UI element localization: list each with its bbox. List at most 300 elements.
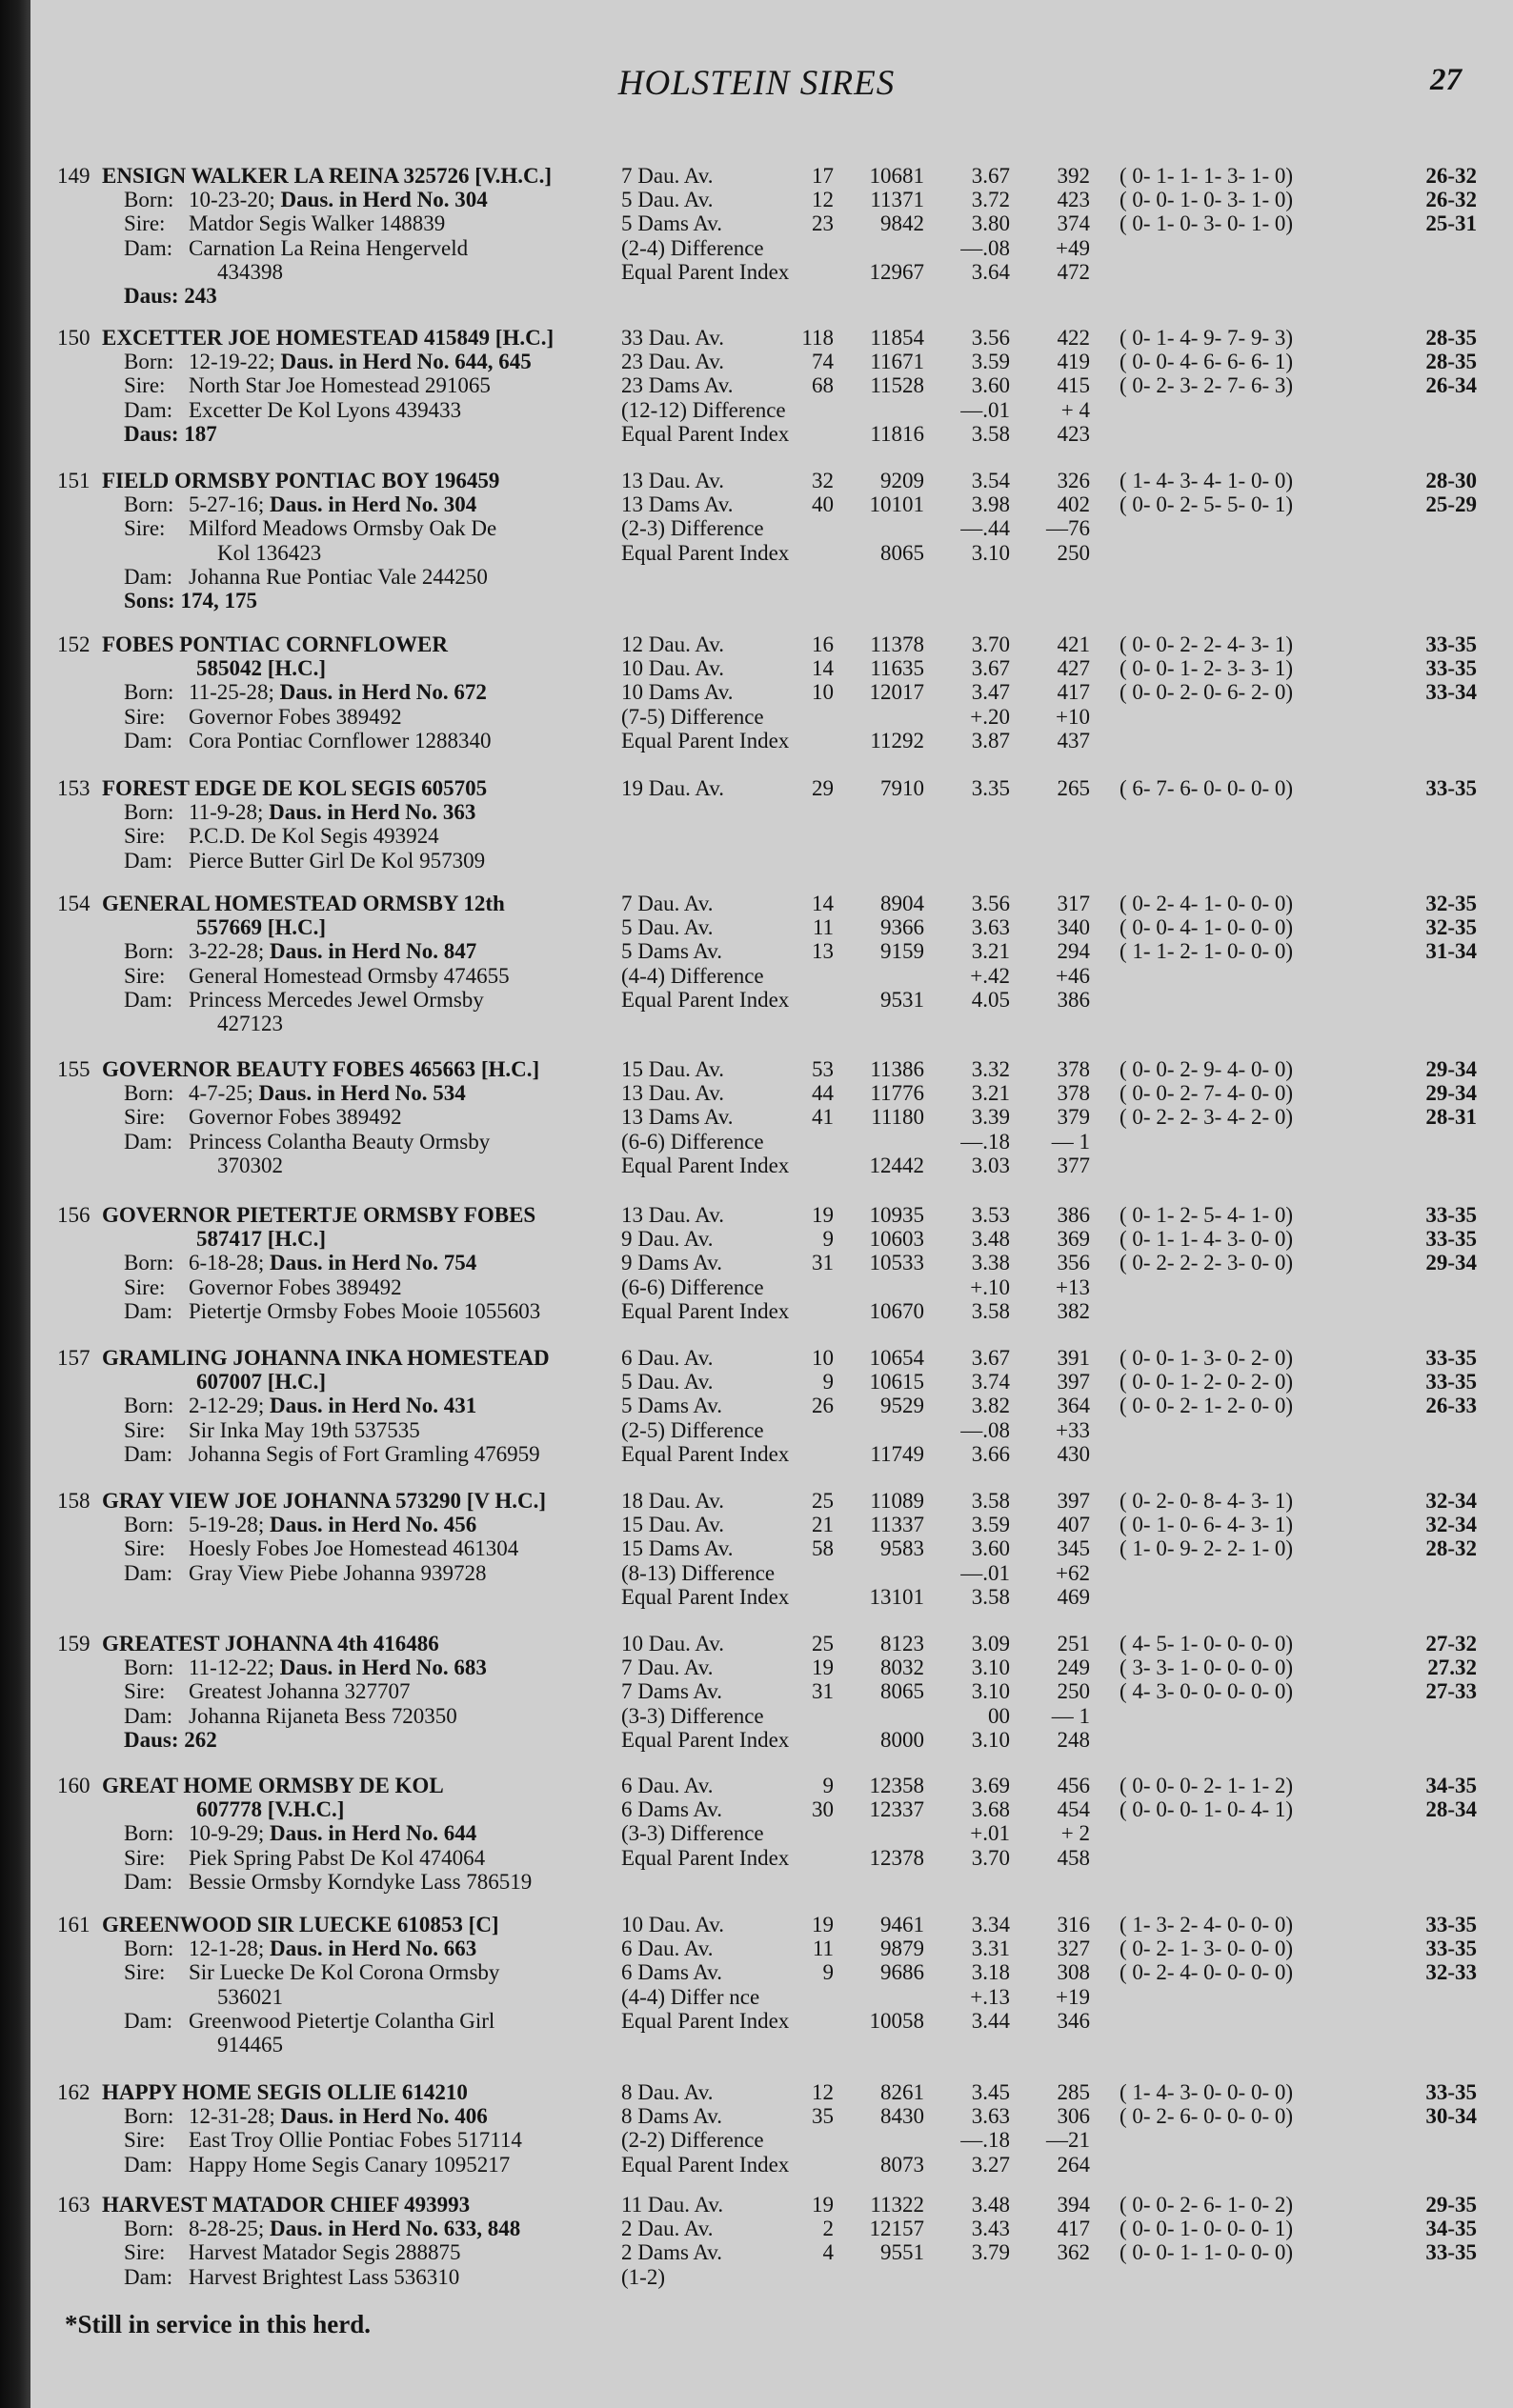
record-count: 74 <box>812 350 834 374</box>
record-label: 19 Dau. Av. <box>621 776 724 800</box>
dam-line <box>217 1154 619 1178</box>
record-count <box>781 541 834 566</box>
sire-line <box>124 1275 619 1300</box>
sire-name-line <box>196 1370 619 1395</box>
age-range: 30-34 <box>1425 2104 1477 2129</box>
record-label: Equal Parent Index <box>621 1153 790 1177</box>
sire-name-text: GOVERNOR PIETERTJE ORMSBY FOBES <box>102 1203 536 1227</box>
dam-text: Happy Home Segis Canary 1095217 <box>189 2152 511 2177</box>
age-range <box>1391 2009 1477 2034</box>
record-label: 18 Dau. Av. <box>621 1489 724 1513</box>
distribution: ( 0- 0- 0- 1- 0- 4- 1) <box>1120 1797 1294 1822</box>
record-label: 10 Dau. Av. <box>621 1913 724 1936</box>
sire-line <box>124 2128 619 2153</box>
dam-line <box>124 1299 619 1324</box>
age-range: 26-32 <box>1425 188 1477 212</box>
distribution <box>1120 516 1386 541</box>
herd-numbers: Daus. in Herd No. 456 <box>269 1513 477 1537</box>
record-label: (2-4) Difference <box>621 235 764 260</box>
herd-numbers: Daus. in Herd No. 304 <box>269 492 477 517</box>
milk-value <box>838 1275 924 1300</box>
sire-name-text: GRAY VIEW JOE JOHANNA 573290 [V H.C.] <box>102 1489 547 1513</box>
entry-number: 163 <box>57 2193 91 2217</box>
entry-number: 151 <box>57 469 91 492</box>
age-range <box>1391 516 1477 541</box>
fat-value: 369 <box>1057 1227 1090 1252</box>
fat-value: 377 <box>1057 1153 1090 1177</box>
milk-value: 8073 <box>880 2152 924 2177</box>
record-label: 5 Dams Av. <box>621 211 723 236</box>
milk-value: 10615 <box>869 1370 924 1395</box>
entry-number: 156 <box>57 1203 91 1227</box>
sire-text: North Star Joe Homestead 291065 <box>189 373 491 398</box>
record-count: 11 <box>812 1936 834 1961</box>
age-range: 26-33 <box>1425 1394 1477 1418</box>
test-value: 3.87 <box>971 728 1010 752</box>
record-count: 19 <box>812 2193 834 2217</box>
born-date: 5-27-16; <box>189 492 265 517</box>
milk-value: 11378 <box>870 632 924 656</box>
offspring-value: 243 <box>184 284 217 308</box>
sire-name-text: GREATEST JOHANNA 4th 416486 <box>102 1632 439 1656</box>
fat-value: 265 <box>1057 776 1090 800</box>
born-line <box>124 188 619 212</box>
herd-numbers: Daus. in Herd No. 672 <box>279 680 487 705</box>
sire-label: Sire: <box>124 1845 166 1870</box>
dam-text: 434398 <box>217 259 283 284</box>
born-line <box>124 1656 619 1680</box>
fat-value: 249 <box>1057 1656 1090 1680</box>
entry-number: 149 <box>57 164 91 188</box>
age-range <box>1391 1154 1477 1178</box>
sire-name-text: 607778 [V.H.C.] <box>196 1797 345 1822</box>
record-count <box>781 1130 834 1154</box>
record-count: 9 <box>822 1960 834 1985</box>
age-range: 27-33 <box>1425 1679 1477 1704</box>
distribution: ( 1- 4- 3- 0- 0- 0- 0) <box>1120 2080 1294 2104</box>
sire-name-line <box>57 1489 619 1514</box>
sire-name-line <box>57 469 619 493</box>
fat-value: +13 <box>1056 1274 1090 1299</box>
record-count: 9 <box>822 1227 834 1252</box>
milk-value: 10681 <box>869 164 924 188</box>
sire-label: Sire: <box>124 516 166 541</box>
age-range <box>1391 2128 1477 2153</box>
record-count <box>781 2009 834 2034</box>
age-range <box>1391 1585 1477 1610</box>
record-label: Equal Parent Index <box>621 1727 790 1752</box>
fat-value: 423 <box>1057 421 1090 446</box>
record-count <box>781 705 834 730</box>
milk-value: 8065 <box>880 540 924 565</box>
test-value: 3.60 <box>971 1536 1010 1561</box>
fat-value: 362 <box>1057 2240 1090 2265</box>
milk-value: 10101 <box>869 492 924 517</box>
distribution: ( 0- 0- 2- 7- 4- 0- 0) <box>1120 1081 1294 1106</box>
record-count <box>781 1821 834 1846</box>
born-label: Born: <box>124 1081 174 1106</box>
record-label: (4-4) Differ nce <box>621 1984 760 2009</box>
distribution: ( 0- 2- 2- 3- 4- 2- 0) <box>1120 1105 1294 1130</box>
age-range: 28-32 <box>1425 1536 1477 1561</box>
fat-value: 382 <box>1057 1298 1090 1323</box>
milk-value: 8430 <box>880 2104 924 2129</box>
offspring-line <box>124 1728 619 1753</box>
entry-number: 152 <box>57 632 91 656</box>
milk-value: 11322 <box>870 2193 924 2217</box>
milk-value <box>838 2265 924 2290</box>
dam-text: 427123 <box>217 1012 283 1035</box>
born-line <box>124 1081 619 1106</box>
sire-label: Sire: <box>124 211 166 236</box>
age-range <box>1391 988 1477 1013</box>
sire-label: Sire: <box>124 1536 166 1561</box>
sire-line <box>124 211 619 236</box>
test-value: 3.58 <box>971 1584 1010 1609</box>
sire-name-text: GOVERNOR BEAUTY FOBES 465663 [H.C.] <box>102 1057 540 1081</box>
born-label: Born: <box>124 492 174 517</box>
test-value: 3.45 <box>971 2080 1010 2104</box>
record-count <box>781 1299 834 1324</box>
born-line <box>124 2104 619 2129</box>
record-count <box>781 2128 834 2153</box>
test-value: +.42 <box>970 963 1010 988</box>
test-value: 3.98 <box>971 492 1010 517</box>
dam-label: Dam: <box>124 1560 173 1585</box>
age-range: 33-35 <box>1425 656 1477 681</box>
sire-label: Sire: <box>124 1274 166 1299</box>
sire-name-text: ENSIGN WALKER LA REINA 325726 [V.H.C.] <box>102 164 553 188</box>
sire-name-line <box>57 326 619 351</box>
milk-value <box>838 1130 924 1154</box>
record-label: 6 Dams Av. <box>621 1960 723 1985</box>
entry-number: 162 <box>57 2080 91 2104</box>
distribution: ( 0- 2- 4- 0- 0- 0- 0) <box>1120 1960 1294 1985</box>
sire-text: P.C.D. De Kol Segis 493924 <box>189 824 439 849</box>
record-count: 14 <box>812 656 834 681</box>
distribution <box>1120 1704 1386 1729</box>
fat-value: —21 <box>1046 2128 1090 2153</box>
dam-label: Dam: <box>124 1441 173 1466</box>
herd-numbers: Daus. in Herd No. 633, 848 <box>269 2217 521 2241</box>
milk-value: 9686 <box>880 1960 924 1985</box>
milk-value: 10670 <box>869 1298 924 1323</box>
milk-value: 9531 <box>880 987 924 1012</box>
record-count <box>781 1704 834 1729</box>
dam-label: Dam: <box>124 397 173 422</box>
record-count: 53 <box>812 1057 834 1081</box>
test-value: +.01 <box>970 1821 1010 1846</box>
record-count: 19 <box>812 1203 834 1227</box>
dam-line <box>124 729 619 753</box>
test-value: 3.63 <box>971 915 1010 940</box>
test-value: 3.10 <box>971 1679 1010 1704</box>
sire-name-text: 557669 [H.C.] <box>196 915 327 940</box>
record-label: 9 Dau. Av. <box>621 1227 714 1252</box>
age-range <box>1391 729 1477 753</box>
test-value: 3.38 <box>971 1251 1010 1275</box>
test-value: 3.68 <box>971 1797 1010 1822</box>
distribution: ( 0- 0- 2- 0- 6- 2- 0) <box>1120 680 1294 705</box>
test-value: 3.58 <box>971 1298 1010 1323</box>
record-label: 7 Dau. Av. <box>621 892 714 915</box>
test-value: 3.58 <box>971 1489 1010 1513</box>
test-value: 3.80 <box>971 211 1010 236</box>
age-range: 33-34 <box>1425 680 1477 705</box>
sire-name-text: HAPPY HOME SEGIS OLLIE 614210 <box>102 2080 468 2104</box>
milk-value: 12967 <box>869 259 924 284</box>
herd-numbers: Daus. in Herd No. 644, 645 <box>280 350 532 374</box>
age-range: 28-35 <box>1425 326 1477 350</box>
dam-label: Dam: <box>124 987 173 1012</box>
fat-value: +62 <box>1056 1560 1090 1585</box>
fat-value: 421 <box>1057 632 1090 656</box>
sire-name-line <box>57 776 619 801</box>
milk-value: 11854 <box>870 326 924 350</box>
sire-text: Governor Fobes 389492 <box>189 1105 402 1130</box>
herd-numbers: Daus. in Herd No. 644 <box>269 1821 477 1846</box>
test-value: +.10 <box>970 1274 1010 1299</box>
age-range: 28-31 <box>1425 1105 1477 1130</box>
offspring-label: Daus: <box>124 421 179 446</box>
age-range: 33-35 <box>1425 1936 1477 1961</box>
dam-text: Greenwood Pietertje Colantha Girl <box>189 2008 495 2033</box>
sire-name-line <box>57 1913 619 1937</box>
test-value: 3.72 <box>971 188 1010 212</box>
record-label: 9 Dams Av. <box>621 1251 723 1275</box>
record-count: 29 <box>812 776 834 800</box>
sire-name-line <box>57 632 619 657</box>
milk-value: 9529 <box>880 1394 924 1418</box>
distribution: ( 0- 0- 2- 1- 2- 0- 0) <box>1120 1394 1294 1418</box>
sire-label: Sire: <box>124 1105 166 1130</box>
sire-label: Sire: <box>124 2128 166 2153</box>
record-count: 12 <box>812 2080 834 2104</box>
record-count: 13 <box>812 939 834 964</box>
test-value: 3.54 <box>971 469 1010 492</box>
record-count <box>781 1728 834 1753</box>
test-value: —.01 <box>960 1560 1010 1585</box>
fat-value: 345 <box>1057 1536 1090 1561</box>
fat-value: 374 <box>1057 211 1090 236</box>
record-label: 8 Dams Av. <box>621 2104 723 2129</box>
fat-value: 306 <box>1057 2104 1090 2129</box>
distribution <box>1120 1299 1386 1324</box>
age-range <box>1391 398 1477 423</box>
born-label: Born: <box>124 1936 174 1961</box>
dam-line <box>124 1442 619 1467</box>
distribution: ( 0- 0- 1- 3- 0- 2- 0) <box>1120 1346 1294 1370</box>
born-date: 3-22-28; <box>189 939 265 964</box>
test-value: 3.21 <box>971 939 1010 964</box>
sire-name-line <box>196 915 619 940</box>
born-line <box>124 1394 619 1418</box>
age-range: 27-32 <box>1425 1632 1477 1656</box>
record-count: 9 <box>822 1370 834 1395</box>
fat-value: 422 <box>1057 326 1090 350</box>
distribution <box>1120 2128 1386 2153</box>
distribution: ( 4- 3- 0- 0- 0- 0- 0) <box>1120 1679 1294 1704</box>
fat-value: 326 <box>1057 469 1090 492</box>
sire-name-text: GREENWOOD SIR LUECKE 610853 [C] <box>102 1913 499 1936</box>
distribution: ( 0- 2- 4- 1- 0- 0- 0) <box>1120 892 1294 915</box>
herd-numbers: Daus. in Herd No. 363 <box>269 800 476 825</box>
fat-value: 248 <box>1057 1727 1090 1752</box>
record-count <box>781 236 834 261</box>
age-range: 33-35 <box>1425 1913 1477 1936</box>
sire-name-line <box>57 2193 619 2217</box>
dam-line <box>124 988 619 1013</box>
milk-value: 11371 <box>870 188 924 212</box>
record-count <box>781 1585 834 1610</box>
fat-value: 379 <box>1057 1105 1090 1130</box>
distribution: ( 0- 1- 1- 1- 3- 1- 0) <box>1120 164 1294 188</box>
record-label: Equal Parent Index <box>621 2008 790 2033</box>
dam-label: Dam: <box>124 2152 173 2177</box>
test-value: 3.10 <box>971 1727 1010 1752</box>
milk-value: 13101 <box>869 1584 924 1609</box>
distribution <box>1120 1985 1386 2010</box>
distribution <box>1120 541 1386 566</box>
age-range <box>1391 1418 1477 1443</box>
test-value: 3.43 <box>971 2217 1010 2241</box>
age-range: 27.32 <box>1427 1656 1477 1680</box>
fat-value: +46 <box>1056 963 1090 988</box>
milk-value: 10603 <box>869 1227 924 1252</box>
age-range: 32-34 <box>1425 1513 1477 1537</box>
born-label: Born: <box>124 2104 174 2129</box>
age-range <box>1391 541 1477 566</box>
milk-value: 11671 <box>870 350 924 374</box>
milk-value: 8123 <box>880 1632 924 1656</box>
age-range <box>1391 422 1477 447</box>
sire-text: Harvest Matador Segis 288875 <box>189 2240 461 2265</box>
sire-name-line <box>57 1774 619 1798</box>
fat-value: 456 <box>1057 1774 1090 1797</box>
fat-value: 356 <box>1057 1251 1090 1275</box>
born-line <box>124 1821 619 1846</box>
born-label: Born: <box>124 939 174 964</box>
test-value: —.01 <box>960 397 1010 422</box>
entry-number: 160 <box>57 1774 91 1797</box>
dam-line <box>124 565 619 590</box>
sire-line <box>124 1536 619 1561</box>
born-label: Born: <box>124 1821 174 1846</box>
test-value: 3.44 <box>971 2008 1010 2033</box>
entry-number: 161 <box>57 1913 91 1936</box>
entry-number: 157 <box>57 1346 91 1370</box>
distribution: ( 0- 2- 2- 2- 3- 0- 0) <box>1120 1251 1294 1275</box>
distribution <box>1120 1561 1386 1586</box>
age-range: 28-34 <box>1425 1797 1477 1822</box>
born-date: 12-19-22; <box>189 350 275 374</box>
test-value: 3.34 <box>971 1913 1010 1936</box>
dam-line <box>124 1870 619 1895</box>
record-label: 15 Dams Av. <box>621 1536 734 1561</box>
milk-value <box>838 1985 924 2010</box>
distribution: ( 0- 2- 0- 8- 4- 3- 1) <box>1120 1489 1294 1513</box>
distribution: ( 1- 4- 3- 4- 1- 0- 0) <box>1120 469 1294 492</box>
dam-text: Gray View Piebe Johanna 939728 <box>189 1560 487 1585</box>
record-label: 5 Dau. Av. <box>621 188 714 212</box>
dam-label: Dam: <box>124 564 173 589</box>
test-value: 3.64 <box>971 259 1010 284</box>
born-date: 10-23-20; <box>189 188 275 212</box>
record-label: Equal Parent Index <box>621 259 790 284</box>
herd-numbers: Daus. in Herd No. 683 <box>279 1656 487 1680</box>
milk-value: 11528 <box>870 373 924 398</box>
record-count: 4 <box>822 2240 834 2265</box>
offspring-value: 187 <box>184 421 217 446</box>
fat-value: 427 <box>1057 656 1090 681</box>
fat-value: —76 <box>1046 516 1090 541</box>
sire-line <box>217 1985 619 2010</box>
record-count: 32 <box>812 469 834 492</box>
offspring-line <box>124 284 619 309</box>
record-count <box>781 1846 834 1871</box>
entry-number: 155 <box>57 1057 91 1081</box>
fat-value: 417 <box>1057 680 1090 705</box>
dam-line <box>217 1012 619 1036</box>
milk-value: 12157 <box>869 2217 924 2241</box>
distribution <box>1120 1442 1386 1467</box>
fat-value: +10 <box>1056 704 1090 729</box>
test-value: 3.48 <box>971 2193 1010 2217</box>
born-date: 11-9-28; <box>189 800 264 825</box>
dam-text: Johanna Segis of Fort Gramling 476959 <box>189 1441 540 1466</box>
milk-value: 11635 <box>870 656 924 681</box>
age-range: 33-35 <box>1425 2080 1477 2104</box>
age-range: 32-33 <box>1425 1960 1477 1985</box>
test-value: 3.56 <box>971 326 1010 350</box>
age-range: 32-35 <box>1425 915 1477 940</box>
fat-value: 317 <box>1057 892 1090 915</box>
record-label: 6 Dau. Av. <box>621 1936 714 1961</box>
test-value: —.08 <box>960 1417 1010 1442</box>
milk-value: 12358 <box>869 1774 924 1797</box>
test-value: 3.67 <box>971 164 1010 188</box>
age-range: 33-35 <box>1425 1203 1477 1227</box>
record-label: Equal Parent Index <box>621 421 790 446</box>
record-count <box>781 1985 834 2010</box>
milk-value: 10533 <box>869 1251 924 1275</box>
herd-numbers: Daus. in Herd No. 304 <box>280 188 488 212</box>
fat-value: +19 <box>1056 1984 1090 2009</box>
sire-name-text: FIELD ORMSBY PONTIAC BOY 196459 <box>102 469 500 492</box>
age-range <box>1391 705 1477 730</box>
test-value: 3.59 <box>971 1513 1010 1537</box>
record-count <box>781 964 834 989</box>
record-label: (6-6) Difference <box>621 1274 764 1299</box>
record-label: (2-5) Difference <box>621 1417 764 1442</box>
record-label: 13 Dams Av. <box>621 1105 734 1130</box>
fat-value: 340 <box>1057 915 1090 940</box>
fat-value: 423 <box>1057 188 1090 212</box>
born-date: 11-12-22; <box>189 1656 274 1680</box>
record-count <box>781 2153 834 2177</box>
fat-value: 250 <box>1057 540 1090 565</box>
sire-name-text: GENERAL HOMESTEAD ORMSBY 12th <box>102 892 505 915</box>
fat-value: 285 <box>1057 2080 1090 2104</box>
born-date: 6-18-28; <box>189 1251 265 1275</box>
footnote: *Still in service in this herd. <box>65 2310 372 2338</box>
sire-label: Sire: <box>124 373 166 398</box>
sire-line <box>124 2240 619 2265</box>
record-count: 17 <box>812 164 834 188</box>
born-label: Born: <box>124 1656 174 1680</box>
fat-value: 392 <box>1057 164 1090 188</box>
record-label: Equal Parent Index <box>621 987 790 1012</box>
